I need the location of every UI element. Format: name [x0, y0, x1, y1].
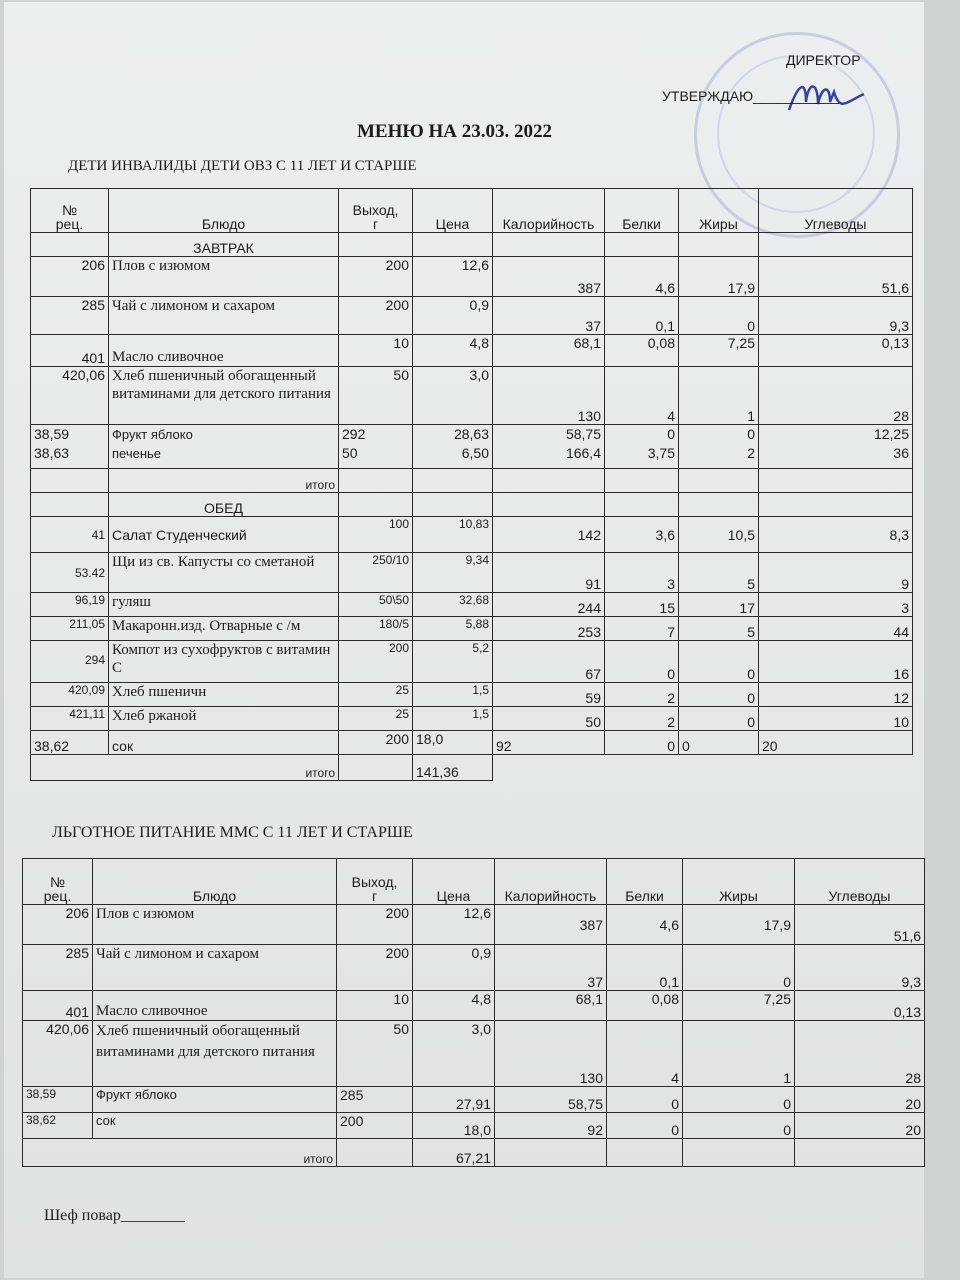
table2-total-row: итого 67,21	[23, 1139, 925, 1167]
section1-title: ДЕТИ ИНВАЛИДЫ ДЕТИ ОВЗ С 11 ЛЕТ И СТАРШЕ	[68, 158, 417, 174]
menu-table-2	[22, 858, 925, 1167]
chef-signature-line: Шеф повар________	[44, 1207, 185, 1224]
table-row: 421,11 Хлеб ржаной 25 1,5 50 2 0 10	[31, 707, 913, 731]
table-row: 38,62 сок 200 18,0 92 0 0 20	[31, 731, 913, 755]
table-row: 401 Масло сливочное 10 4,8 68,1 0,08 7,25 0,13	[31, 335, 913, 367]
menu-table-1	[30, 188, 913, 781]
table-row-fruit-cookie: 38,59 38,63 Фрукт яблоко печенье 292 50 28,63 6,50 58,75 166,4 0 3,75 0 2 12,25 36	[31, 425, 913, 469]
table-header: № рец. Блюдо Выход, г Цена Калорийность Белки Жиры Углеводы	[31, 189, 913, 233]
section-breakfast: ЗАВТРАК	[31, 233, 913, 257]
table-row: 206 Плов с изюмом 200 12,6 387 4,6 17,9 51,6	[23, 905, 925, 945]
table-row: 206 Плов с изюмом 200 12,6 387 4,6 17,9 51,6	[31, 257, 913, 297]
table-row: 285 Чай с лимоном и сахаром 200 0,9 37 0,1 0 9,3	[31, 297, 913, 335]
menu-sheet	[4, 2, 924, 1278]
table-row: 96,19 гуляш 50\50 32,68 244 15 17 3	[31, 593, 913, 617]
table-row: 420,09 Хлеб пшеничн 25 1,5 59 2 0 12	[31, 683, 913, 707]
section2-title: ЛЬГОТНОЕ ПИТАНИЕ ММС С 11 ЛЕТ И СТАРШЕ	[52, 824, 413, 841]
table-row: 401 Масло сливочное 10 4,8 68,1 0,08 7,25 0,13	[23, 991, 925, 1021]
lunch-total-row: итого 141,36	[31, 755, 913, 781]
table-row: 420,06 Хлеб пшеничный обогащенный витаминами для детского питания 50 3,0 130 4 1 28	[23, 1021, 925, 1087]
table-row: 41 Салат Студенческий 100 10,83 142 3,6 10,5 8,3	[31, 517, 913, 553]
page-title: МЕНЮ НА 23.03. 2022	[357, 121, 553, 142]
breakfast-total-row: итого	[31, 469, 913, 493]
table-row: 38,62 сок 200 18,0 92 0 0 20	[23, 1113, 925, 1139]
table-row: 211,05 Макаронн.изд. Отварные с /м 180/5 5,88 253 7 5 44	[31, 617, 913, 641]
table-row: 53.42 Щи из св. Капусты со сметаной 250/10 9,34 91 3 5 9	[31, 553, 913, 593]
approve-label: УТВЕРЖДАЮ___________	[662, 88, 839, 104]
section-lunch: ОБЕД	[31, 493, 913, 517]
table-row: 420,06 Хлеб пшеничный обогащенный витаминами для детского питания 50 3,0 130 4 1 28	[31, 367, 913, 425]
table-row: 294 Компот из сухофруктов с витамин С 200 5,2 67 0 0 16	[31, 641, 913, 683]
table-header: № рец. Блюдо Выход, г Цена Калорийность Белки Жиры Углеводы	[23, 859, 925, 905]
director-label: ДИРЕКТОР	[786, 52, 861, 68]
table-row: 38,59 Фрукт яблоко 285 27,91 58,75 0 0 20	[23, 1087, 925, 1113]
table-row: 285 Чай с лимоном и сахаром 200 0,9 37 0,1 0 9,3	[23, 945, 925, 991]
